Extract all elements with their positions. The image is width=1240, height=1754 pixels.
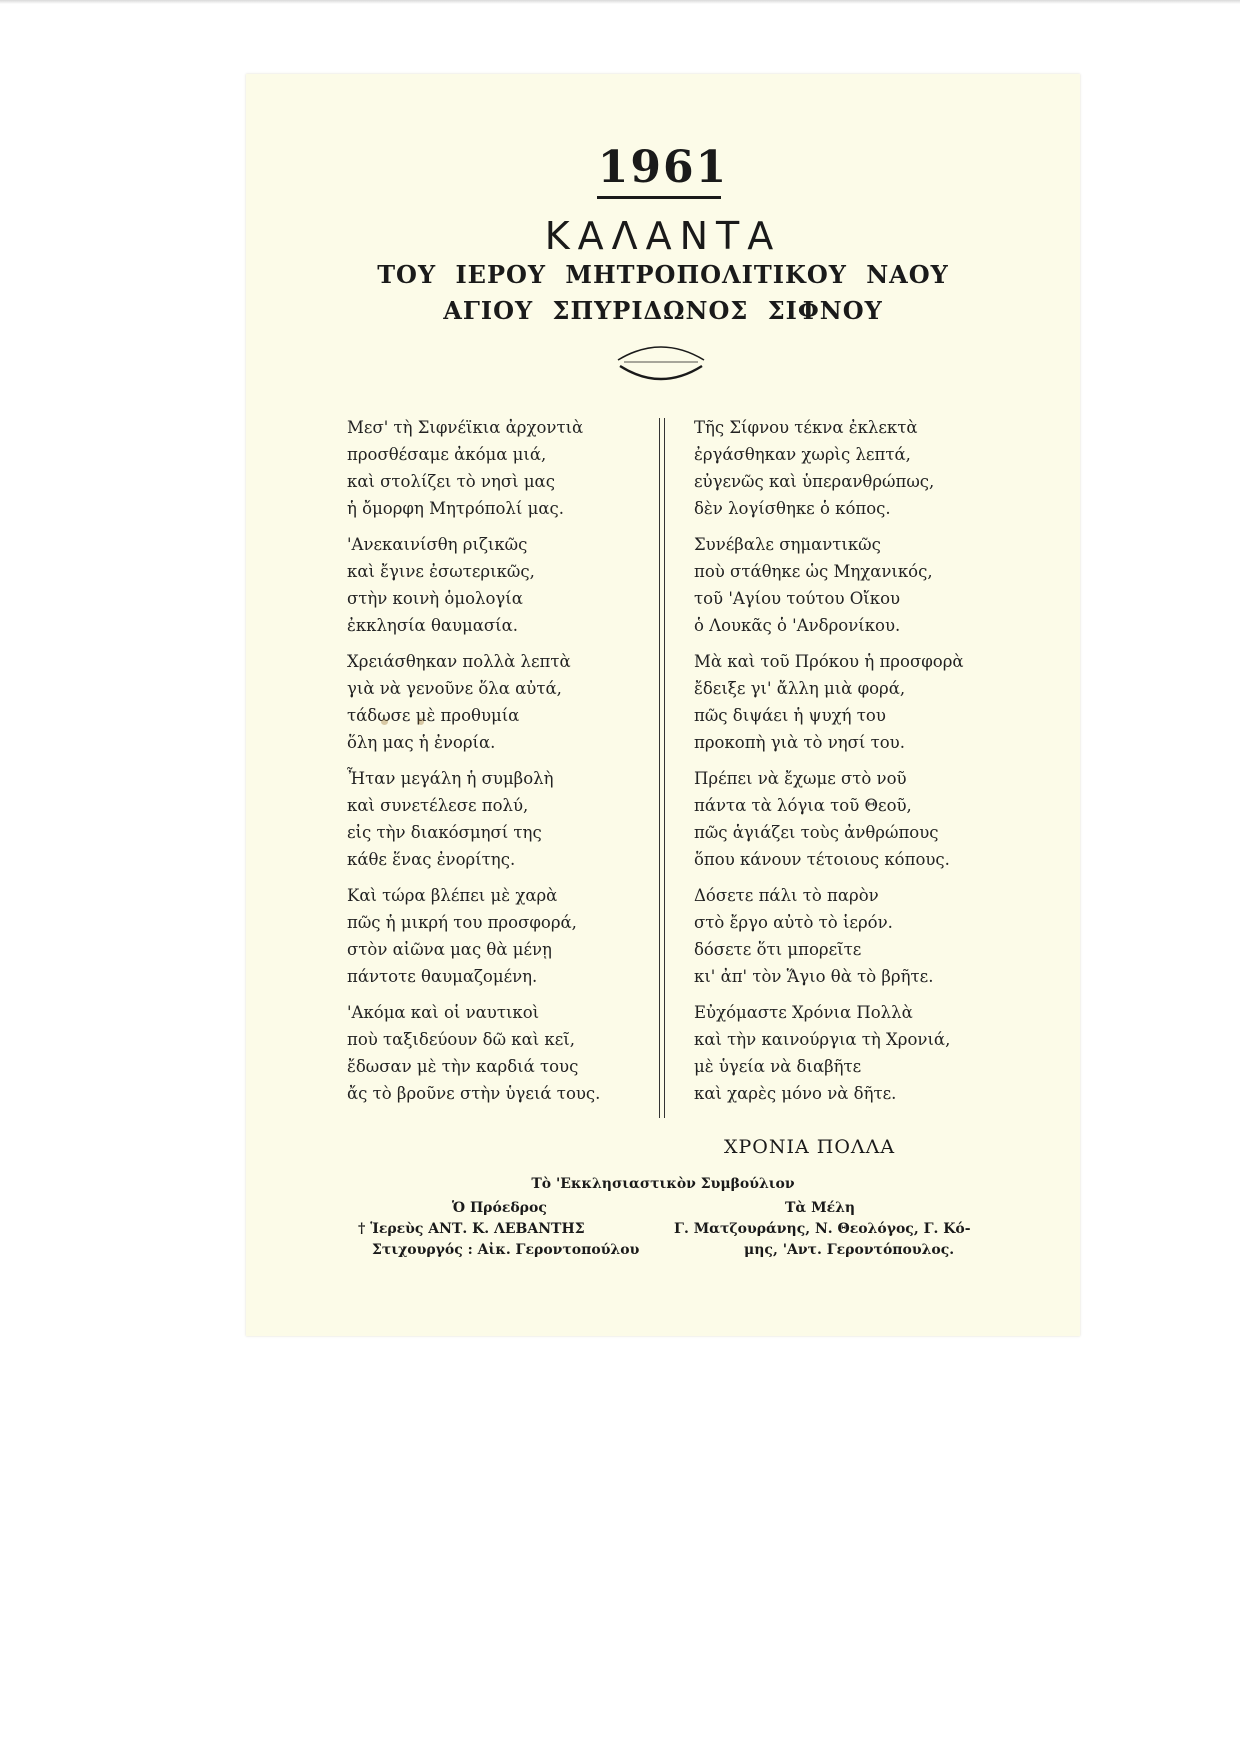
- stanza: [694, 531, 994, 639]
- poem-line: τάδωσε μὲ προθυμία: [347, 706, 520, 725]
- council-heading: Τὸ 'Εκκλησιαστικὸν Συμβούλιον: [531, 1176, 795, 1192]
- poem-line: στὸ ἔργο αὐτὸ τὸ ἱερόν.: [694, 913, 893, 932]
- poem-line: τοῦ 'Αγίου τούτου Οἴκου: [694, 589, 901, 608]
- poem-line: δὲν λογίσθηκε ὁ κόπος.: [694, 499, 891, 518]
- members-line-1: Γ. Ματζουράνης, Ν. Θεολόγος, Γ. Κό-: [674, 1221, 971, 1237]
- ornament-divider: [616, 340, 706, 384]
- year-underline: [597, 196, 721, 199]
- poem-line: ἡ ὄμορφη Μητρόπολί μας.: [347, 499, 564, 518]
- stanza: [347, 531, 625, 639]
- members-line-2: μης, 'Αντ. Γεροντόπουλος.: [744, 1242, 955, 1258]
- poem-line: κάθε ἕνας ἐνορίτης.: [347, 850, 516, 869]
- ink-stain: [381, 719, 388, 725]
- document-title: ΚΑΛΑΝΤΑ: [544, 214, 782, 258]
- poet-credit: Στιχουργός : Αἰκ. Γεροντοπούλου: [372, 1242, 640, 1258]
- stanza: [694, 648, 994, 756]
- stanza: [347, 414, 625, 522]
- president-name: † Ἱερεὺς ΑΝΤ. Κ. ΛΕΒΑΝΤΗΣ: [358, 1221, 585, 1237]
- stanza: [694, 414, 994, 522]
- poem-line: προσθέσαμε ἀκόμα μιά,: [347, 445, 547, 464]
- poem-line: πάντα τὰ λόγια τοῦ Θεοῦ,: [694, 796, 912, 815]
- poem-line: καὶ χαρὲς μόνο νὰ δῆτε.: [694, 1084, 897, 1103]
- poem-right-column: [694, 414, 994, 1116]
- poem-line: ὅπου κάνουν τέτοιους κόπους.: [694, 850, 950, 869]
- poem-line: προκοπὴ γιὰ τὸ νησί του.: [694, 733, 905, 752]
- poem-line: 'Ανεκαινίσθη ριζικῶς: [347, 535, 528, 554]
- poem-line: ἐκκλησία θαυμασία.: [347, 616, 519, 635]
- poem-line: εὐγενῶς καὶ ὑπερανθρώπως,: [694, 472, 935, 491]
- poem-line: πῶς διψάει ἡ ψυχή του: [694, 706, 886, 725]
- poem-line: δόσετε ὅτι μπορεῖτε: [694, 940, 862, 959]
- poem-line: Δόσετε πάλι τὸ παρὸν: [694, 886, 879, 905]
- president-label: Ὁ Πρόεδρος: [452, 1200, 547, 1216]
- stanza: [347, 999, 625, 1107]
- poem-line: καὶ στολίζει τὸ νησὶ μας: [347, 472, 555, 491]
- greeting: ΧΡΟΝΙΑ ΠΟΛΛΑ: [724, 1136, 896, 1158]
- poem-line: Χρειάσθηκαν πολλὰ λεπτὰ: [347, 652, 571, 671]
- poem-line: ἐργάσθηκαν χωρὶς λεπτά,: [694, 445, 911, 464]
- ink-stain: [418, 718, 424, 725]
- poem-line: ἔδειξε γι' ἄλλη μιὰ φορά,: [694, 679, 906, 698]
- poem-line: ἄς τὸ βροῦνε στὴν ὑγειά τους.: [347, 1084, 601, 1103]
- poem-line: Πρέπει νὰ ἔχωμε στὸ νοῦ: [694, 769, 907, 788]
- poem-line: κι' ἀπ' τὸν Ἅγιο θὰ τὸ βρῆτε.: [694, 967, 934, 986]
- subtitle-line-2: ΑΓΙΟΥ ΣΠΥΡΙΔΩΝΟΣ ΣΙΦΝΟΥ: [443, 296, 883, 325]
- poem-line: πάντοτε θαυμαζομένη.: [347, 967, 538, 986]
- document-year: 1961: [597, 142, 729, 193]
- poem-line: ποὺ ταξιδεύουν δῶ καὶ κεῖ,: [347, 1030, 576, 1049]
- poem-line: καὶ συνετέλεσε πολύ,: [347, 796, 529, 815]
- poem-left-column: [347, 414, 625, 1116]
- poem-line: Τῆς Σίφνου τέκνα ἐκλεκτὰ: [694, 418, 918, 437]
- poem-line: πῶς ἁγιάζει τοὺς ἀνθρώπους: [694, 823, 939, 842]
- poem-line: Μὰ καὶ τοῦ Πρόκου ἡ προσφορὰ: [694, 652, 964, 671]
- poem-line: εἰς τὴν διακόσμησί της: [347, 823, 542, 842]
- poem-line: Καὶ τώρα βλέπει μὲ χαρὰ: [347, 886, 558, 905]
- scan-edge: [0, 0, 1240, 4]
- members-label: Τὰ Μέλη: [785, 1200, 856, 1216]
- poem-line: 'Ακόμα καὶ οἱ ναυτικοὶ: [347, 1003, 540, 1022]
- stanza: [347, 648, 625, 756]
- poem-line: καὶ τὴν καινούργια τὴ Χρονιά,: [694, 1030, 951, 1049]
- poem-line: πῶς ἡ μικρή του προσφορά,: [347, 913, 577, 932]
- poem-line: γιὰ νὰ γενοῦνε ὅλα αὐτά,: [347, 679, 562, 698]
- stanza: [347, 882, 625, 990]
- stanza: [694, 999, 994, 1107]
- poem-line: στὸν αἰῶνα μας θὰ μένῃ: [347, 940, 552, 959]
- poem-line: ὅλη μας ἡ ἐνορία.: [347, 733, 496, 752]
- poem-line: Εὐχόμαστε Χρόνια Πολλὰ: [694, 1003, 913, 1022]
- poem-line: μὲ ὑγεία νὰ διαβῆτε: [694, 1057, 862, 1076]
- poem-line: Μεσ' τὴ Σιφνέϊκια ἀρχοντιὰ: [347, 418, 584, 437]
- stanza: [347, 765, 625, 873]
- poem-line: στὴν κοινὴ ὁμολογία: [347, 589, 523, 608]
- poem-line: Ἦταν μεγάλη ἡ συμβολὴ: [347, 769, 554, 788]
- stanza: [694, 765, 994, 873]
- column-divider: [659, 418, 665, 1118]
- poem-line: ἔδωσαν μὲ τὴν καρδιά τους: [347, 1057, 579, 1076]
- document-sheet: [246, 74, 1080, 1336]
- poem-line: καὶ ἔγινε ἐσωτερικῶς,: [347, 562, 535, 581]
- subtitle-line-1: ΤΟΥ ΙΕΡΟΥ ΜΗΤΡΟΠΟΛΙΤΙΚΟΥ ΝΑΟΥ: [377, 260, 949, 289]
- poem-line: ποὺ στάθηκε ὡς Μηχανικός,: [694, 562, 933, 581]
- poem-line: ὁ Λουκᾶς ὁ 'Ανδρονίκου.: [694, 616, 901, 635]
- poem-line: Συνέβαλε σημαντικῶς: [694, 535, 881, 554]
- stanza: [694, 882, 994, 990]
